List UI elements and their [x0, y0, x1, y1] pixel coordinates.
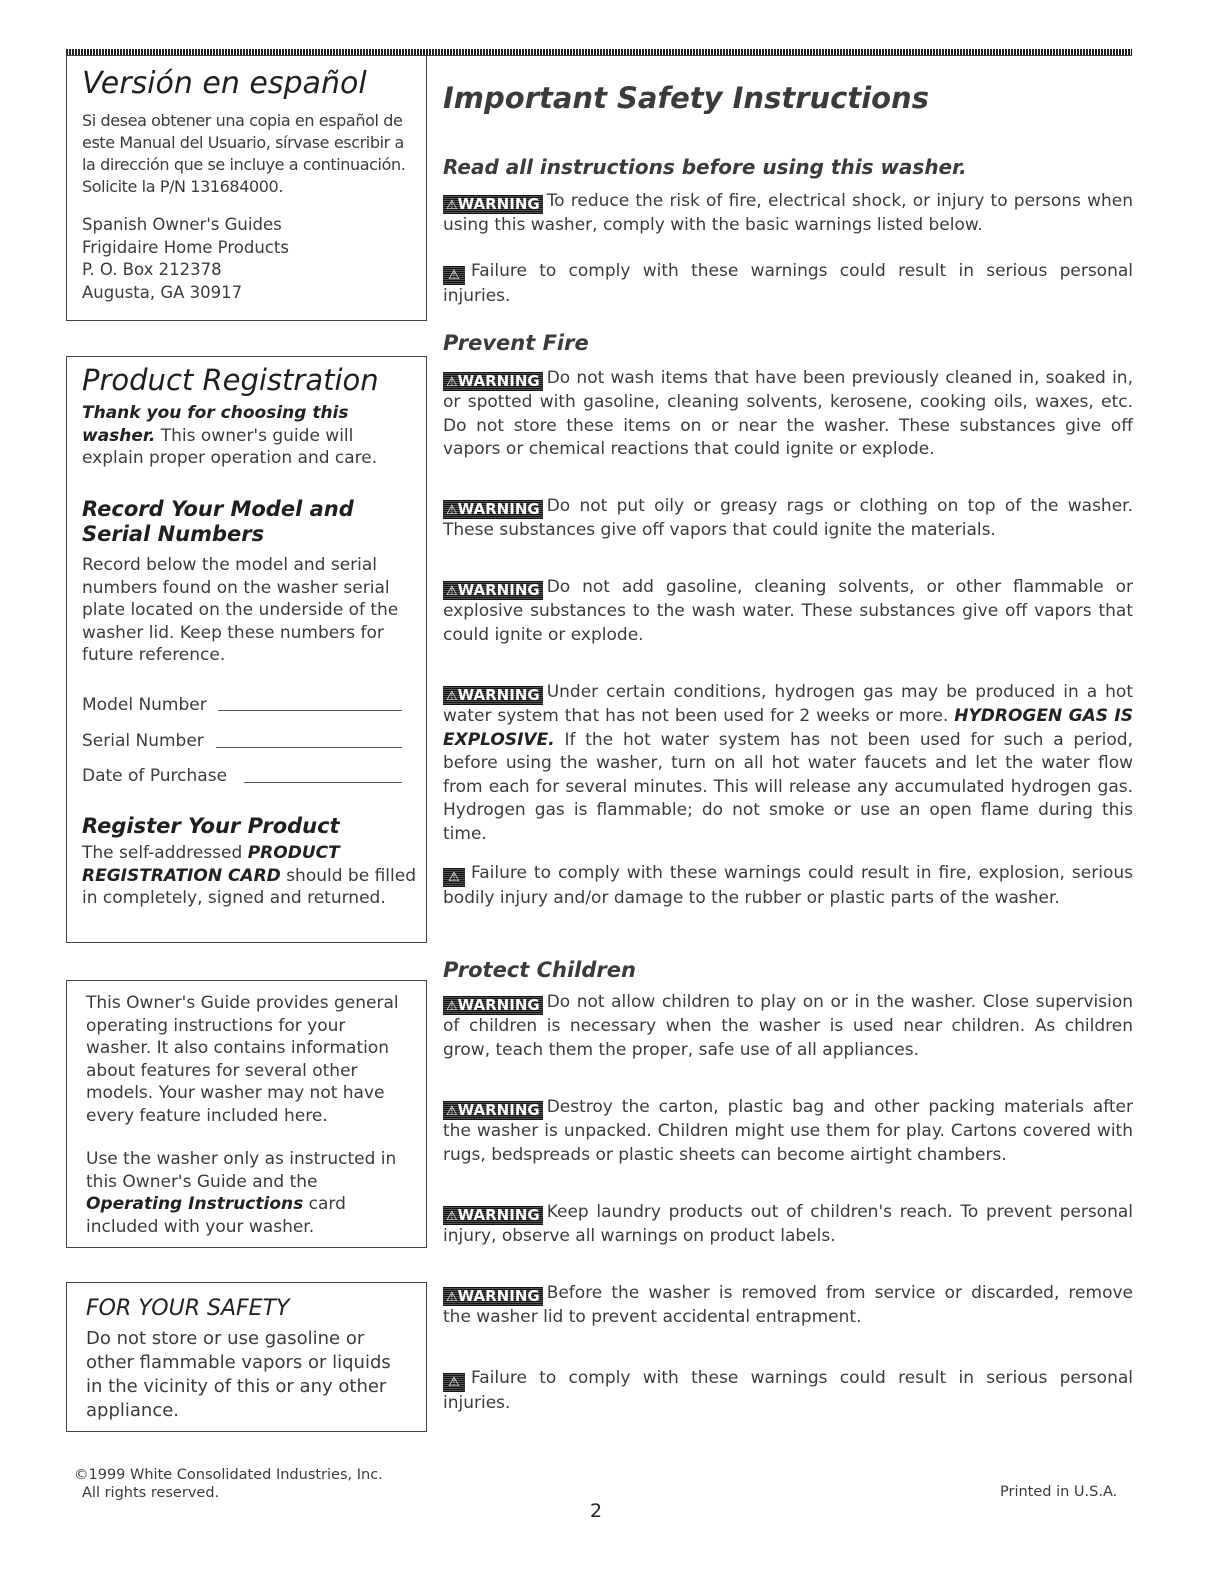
warning-triangle-icon: ⚠ — [446, 503, 458, 518]
warning-triangle-icon: ⚠ — [446, 1104, 458, 1119]
fire-warning-3 — [443, 576, 1133, 647]
warning-label: WARNING — [457, 1206, 540, 1224]
fire-warning-1-text: Do not wash items that have been previously cleaned in, soaked in, or spotted with gasoline, cleaning solvents, kerosene, cooking oils, waxes, etc. Do not store these items on or near the washer. These substances give off vapors or chemical reactions that could ignite or explode. — [443, 368, 1133, 459]
child-warning-4 — [443, 1282, 1133, 1330]
guide-p1: This Owner's Guide provides general operating instructions for your washer. It also contains information about features for several other models. Your washer may not have every feature included here. — [86, 993, 399, 1126]
warning-intro — [443, 190, 1133, 238]
guide-p2-post: card included with your washer. — [86, 1194, 346, 1237]
warning-badge — [443, 1206, 543, 1225]
registration-card-bold: PRODUCT REGISTRATION CARD — [82, 843, 340, 886]
warning-badge — [443, 686, 543, 705]
rights-line: All rights reserved. — [82, 1485, 220, 1501]
warning-badge — [443, 372, 543, 391]
record-body: Record below the model and serial numbers found on the washer serial plate located on the underside of the washer lid. Keep these numbers for future reference. — [82, 555, 399, 665]
fire-warning-4-pre: Under certain conditions, hydrogen gas may be produced in a hot water system that has not been used for 2 weeks or more. — [443, 682, 1133, 726]
child-warning-2-text: Destroy the carton, plastic bag and other packing materials after the washer is unpacked. Children might use them for play. Cartons covered with rugs, bedspreads or plastic sheets can become airtight chambers. — [443, 1097, 1133, 1165]
thanks-bold: Thank you for choosing this washer. — [82, 403, 349, 446]
warning-triangle-icon: ⚠ — [446, 999, 458, 1014]
warning-badge — [443, 996, 543, 1015]
warning-triangle-icon: ⚠ — [446, 375, 458, 390]
child-warning-2 — [443, 1096, 1133, 1167]
caution-2 — [443, 862, 1133, 911]
hydrogen-explosive-bold: HYDROGEN GAS IS EXPLOSIVE. — [443, 706, 1134, 750]
copyright — [74, 1466, 383, 1502]
spanish-address — [82, 214, 417, 304]
fire-warning-4-post: If the hot water system has not been used for such a period, before using the washer, turn on all hot water faucets and let the water flow from each for several minutes. This will release any accumulated hydrogen gas. Hydrogen gas is flammable; do not smoke or use an open flame during this time. — [443, 729, 1133, 844]
warning-label: WARNING — [457, 372, 540, 390]
registration-thanks — [82, 402, 417, 470]
spanish-title: Versión en español — [82, 66, 367, 101]
address-line: Augusta, GA 30917 — [82, 282, 243, 302]
page-number: 2 — [590, 1500, 603, 1522]
child-warning-1 — [443, 991, 1133, 1062]
address-line: Spanish Owner's Guides — [82, 215, 282, 234]
serial-number-field[interactable] — [216, 734, 402, 748]
warning-badge — [443, 581, 543, 600]
fire-warning-1 — [443, 367, 1133, 462]
caution-1-text: Failure to comply with these warnings could result in serious personal injuries. — [443, 261, 1133, 306]
caution-triangle-icon: ⚠ — [443, 1373, 465, 1392]
address-line: P. O. Box 212378 — [82, 260, 222, 279]
warning-label: WARNING — [457, 1101, 540, 1119]
caution-2-text: Failure to comply with these warnings could result in fire, explosion, serious bodily injury and/or damage to the rubber or plastic parts of the washer. — [443, 863, 1133, 908]
spanish-body: Si desea obtener una copia en español de este Manual del Usuario, sírvase escribir a la dirección que se incluye a continuación. Solicite la P/N 131684000. — [82, 111, 406, 196]
date-of-purchase-label: Date of Purchase — [82, 766, 228, 786]
warning-label: WARNING — [457, 500, 540, 518]
warning-triangle-icon: ⚠ — [446, 584, 458, 599]
caution-3 — [443, 1367, 1133, 1416]
for-your-safety-body: Do not store or use gasoline or other flammable vapors or liquids in the vicinity of this or any other appliance. — [86, 1328, 391, 1421]
fire-warning-3-text: Do not add gasoline, cleaning solvents, or other flammable or explosive substances to the wash water. These substances give off vapors that could ignite or explode. — [443, 577, 1133, 645]
caution-3-text: Failure to comply with these warnings could result in serious personal injuries. — [443, 1368, 1133, 1413]
fire-warning-2-text: Do not put oily or greasy rags or clothing on top of the washer. These substances give off vapors that could ignite the materials. — [443, 496, 1133, 540]
warning-triangle-icon: ⚠ — [446, 198, 458, 213]
child-warning-1-text: Do not allow children to play on or in the washer. Close supervision of children is necessary when the washer is used near children. As children grow, teach them the proper, safe use of all appliances. — [443, 992, 1133, 1060]
child-warning-4-text: Before the washer is removed from service or discarded, remove the washer lid to prevent accidental entrapment. — [443, 1283, 1133, 1327]
register-title: Register Your Product — [82, 814, 340, 838]
thanks-rest: This owner's guide will explain proper operation and care. — [82, 425, 378, 468]
guide-p2 — [86, 1148, 406, 1238]
model-number-field[interactable] — [218, 697, 402, 711]
register-body — [82, 842, 417, 910]
copyright-line: ©1999 White Consolidated Industries, Inc. — [74, 1467, 383, 1483]
caution-triangle-icon: ⚠ — [443, 266, 465, 285]
fire-warning-2 — [443, 495, 1133, 543]
main-title: Important Safety Instructions — [443, 81, 929, 115]
warning-label: WARNING — [457, 686, 540, 704]
register-post: should be filled in completely, signed and returned. — [82, 865, 416, 908]
warning-label: WARNING — [457, 581, 540, 599]
warning-badge — [443, 1287, 543, 1306]
model-number-label: Model Number — [82, 695, 207, 715]
caution-1 — [443, 260, 1133, 309]
fire-warning-4 — [443, 681, 1133, 846]
read-all-heading: Read all instructions before using this washer. — [443, 155, 967, 179]
warning-badge — [443, 1101, 543, 1120]
warning-triangle-icon: ⚠ — [446, 1290, 458, 1305]
warning-label: WARNING — [457, 195, 540, 213]
operating-instructions-bold: Operating Instructions — [86, 1194, 304, 1214]
child-warning-3 — [443, 1201, 1133, 1249]
warning-badge — [443, 195, 543, 214]
warning-badge — [443, 500, 543, 519]
warning-triangle-icon: ⚠ — [446, 1209, 458, 1224]
registration-title: Product Registration — [82, 363, 379, 397]
printed-in: Printed in U.S.A. — [1000, 1484, 1118, 1500]
warning-intro-text: To reduce the risk of fire, electrical shock, or injury to persons when using this washer, comply with the basic warnings listed below. — [443, 191, 1133, 235]
child-warning-3-text: Keep laundry products out of children's reach. To prevent personal injury, observe all warnings on product labels. — [443, 1202, 1133, 1246]
warning-label: WARNING — [457, 1287, 540, 1305]
protect-children-heading: Protect Children — [443, 958, 636, 982]
warning-label: WARNING — [457, 996, 540, 1014]
register-pre: The self-addressed — [82, 843, 248, 863]
for-your-safety-title: FOR YOUR SAFETY — [86, 1296, 290, 1321]
record-title: Record Your Model and Serial Numbers — [82, 497, 354, 546]
prevent-fire-heading: Prevent Fire — [443, 331, 589, 355]
serial-number-label: Serial Number — [82, 731, 204, 751]
warning-triangle-icon: ⚠ — [446, 689, 458, 704]
address-line: Frigidaire Home Products — [82, 237, 289, 257]
date-of-purchase-field[interactable] — [244, 769, 402, 783]
guide-p2-pre: Use the washer only as instructed in this Owner's Guide and the — [86, 1149, 397, 1192]
caution-triangle-icon: ⚠ — [443, 868, 465, 887]
